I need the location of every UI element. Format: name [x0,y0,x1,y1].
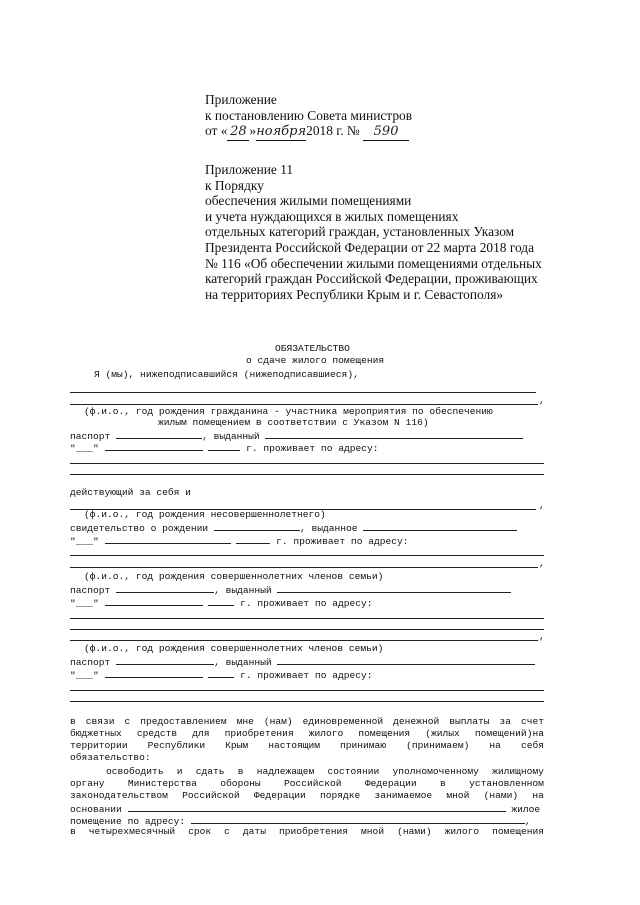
appendix-11-block [205,162,577,302]
word: на [489,740,501,751]
word: себя [520,740,544,751]
fill-line [70,392,536,393]
word: единовременной [302,716,384,727]
word: с [124,716,131,727]
date-address-row [70,441,379,454]
word: порядке [319,790,361,801]
date-year: 2018 г. № [306,123,360,139]
issue-year-field[interactable] [208,596,234,606]
date-prefix: от « [205,123,228,139]
issued-by-field[interactable] [265,429,523,439]
basis-label: основании [70,804,122,815]
word: Федерации [364,778,417,789]
word: Федерации [253,790,306,801]
appendix-11-line: к Порядку [205,177,264,193]
para2-line-1 [106,766,544,777]
word: (нами) [483,790,519,801]
word: счет [520,716,544,727]
word: на [532,790,544,801]
date-address-row [70,534,409,547]
word: в [70,716,76,727]
date-quote: "___" [70,598,99,609]
word: мне [236,716,254,727]
word: Российской [283,778,342,789]
word: обороны [220,778,261,789]
word: в [70,826,76,837]
passport-number-field[interactable] [116,429,202,439]
fill-line [70,463,544,464]
word: выплаты [449,716,490,727]
word: предоставлением [140,716,227,727]
handwritten-number: 590 [363,124,409,141]
word: (нам) [263,716,293,727]
word: и [176,766,183,777]
issued-neuter-label: , выданное [299,523,358,534]
handwritten-day: 28 [227,124,249,141]
word: (нами) [397,826,432,837]
handwritten-month: ноября [256,124,307,140]
obligation-label: обязательство: [70,752,151,763]
comma: , [539,500,545,511]
issue-date-field[interactable] [105,534,231,544]
word: даты [242,826,266,837]
lives-at-label: г. проживает по адресу: [276,536,409,547]
para3-line-1 [70,826,544,837]
issued-label: , выданный [214,585,272,596]
word: сдать [195,766,225,777]
word: приобретения [278,826,349,837]
word: жилого [444,826,480,837]
issue-date-field[interactable] [105,668,203,678]
birth-cert-issuer-field[interactable] [363,521,517,531]
fill-line [70,404,538,405]
passport-number-field[interactable] [116,655,214,665]
passport-label: паспорт [70,431,111,442]
word: Крым [225,740,249,751]
appendix-11-line: Президента Российской Федерации от 22 марта 2018 года [205,239,535,255]
word: занимаемое [374,790,433,801]
word: денежной [393,716,440,727]
caption-adult-family: (ф.и.о., год рождения совершеннолетних членов семьи) [84,571,384,582]
caption-minor: (ф.и.о., год рождения несовершеннолетнего) [84,509,326,520]
appendix-11-line: отдельных категорий граждан, установленных Указом [205,224,515,240]
word: (жилых [425,728,460,739]
appendix-title: Приложение [205,92,277,107]
comma: , [539,558,545,569]
word: законодательством [70,790,168,801]
form-subtitle: о сдаче жилого помещения [246,355,385,366]
word: бюджетных [70,728,122,739]
comma: , [539,631,545,642]
para2-line-2 [70,778,544,789]
intro-text: Я (мы), нижеподписавшийся (нижеподписавшиеся), [94,369,359,380]
word: органу [70,778,105,789]
fill-line [70,474,544,475]
caption-participant: (ф.и.о., год рождения гражданина - участника мероприятия по обеспечению [84,406,493,417]
para1-line-2 [70,728,544,739]
issue-year-field[interactable] [208,668,234,678]
word: принимаю [340,740,387,751]
basis-field[interactable] [128,802,506,812]
appendix-11-line: категорий граждан Российской Федерации, проживающих [205,271,538,287]
word: помещений)на [474,728,544,739]
date-address-row [70,596,373,609]
word: срок [188,826,212,837]
housing-label: жилое [511,804,541,815]
issue-year-field[interactable] [236,534,270,544]
birth-cert-row [70,521,517,534]
word: для [192,728,210,739]
caption-adult-family: (ф.и.о., год рождения совершеннолетних членов семьи) [84,643,384,654]
appendix-11-line: на территориях Республики Крым и г. Севастополя» [205,286,504,302]
issued-label: , выданный [202,431,260,442]
fill-line [70,701,544,702]
fill-line [70,629,544,630]
para2-line-3 [70,790,544,801]
appendix-to-resolution: к постановлению Совета министров [205,107,413,123]
appendix-header [205,92,625,141]
issue-year-field[interactable] [208,441,240,451]
para1-line-3 [70,740,544,751]
fill-line [70,640,538,641]
issued-by-field[interactable] [277,655,535,665]
para1-line-1 [70,716,544,727]
word: территории [70,740,128,751]
date-address-row [70,668,373,681]
fill-line [70,555,544,556]
word: надлежащем [256,766,315,777]
fill-line [70,618,544,619]
word: средств [136,728,178,739]
word: Республики [147,740,206,751]
housing-address-label: помещение по адресу: [70,816,186,827]
date-quote: "___" [70,670,99,681]
word: жилищному [492,766,544,777]
appendix-11-line: и учета нуждающихся в жилых помещениях [205,208,459,224]
passport-number-field[interactable] [116,583,214,593]
word: мной [361,826,385,837]
lives-at-label: г. проживает по адресу: [246,443,379,454]
word: состоянии [327,766,380,777]
date-quote: "___" [70,536,99,547]
word: жилого [308,728,344,739]
date-quote: "___" [70,443,99,454]
lives-at-label: г. проживает по адресу: [240,598,373,609]
form-title: ОБЯЗАТЕЛЬСТВО [275,343,350,354]
housing-address-field[interactable] [191,814,525,824]
word: в [440,778,446,789]
word: связи [85,716,115,727]
appendix-date-line [205,123,625,141]
word: за [499,716,511,727]
issued-by-field[interactable] [277,583,511,593]
word: уполномоченному [392,766,479,777]
birth-cert-label: свидетельство о рождении [70,523,209,534]
passport-row [70,655,535,668]
passport-row [70,583,511,596]
date-quote-close: » [249,123,257,139]
birth-cert-number-field[interactable] [214,521,300,531]
word: с [224,826,230,837]
passport-label: паспорт [70,585,111,596]
lives-at-label: г. проживает по адресу: [240,670,373,681]
word: помещения [492,826,544,837]
issued-label: , выданный [214,657,272,668]
fill-line [70,567,538,568]
word: Российской [182,790,240,801]
word: (принимаем) [406,740,470,751]
acting-for-text: действующий за себя и [70,487,191,498]
word: освободить [106,766,164,777]
issue-date-field[interactable] [105,596,203,606]
appendix-11-line: Приложение 11 [205,162,294,177]
word: помещения [358,728,411,739]
issue-date-field[interactable] [105,441,203,451]
word: установленном [469,778,544,789]
passport-label: паспорт [70,657,111,668]
word: мной [446,790,470,801]
word: настоящим [268,740,321,751]
appendix-11-line: № 116 «Об обеспечении жилыми помещениями отдельных [205,255,542,271]
word: Министерства [127,778,197,789]
fill-line [70,690,544,691]
word: в [237,766,244,777]
comma: , [539,395,545,406]
word: приобретения [224,728,294,739]
caption-participant-2: жилым помещением в соответствии с Указом N 116) [158,417,429,428]
word: четырехмесячный [88,826,176,837]
comma: , [524,816,531,827]
appendix-11-line: обеспечения жилыми помещениями [205,193,412,209]
